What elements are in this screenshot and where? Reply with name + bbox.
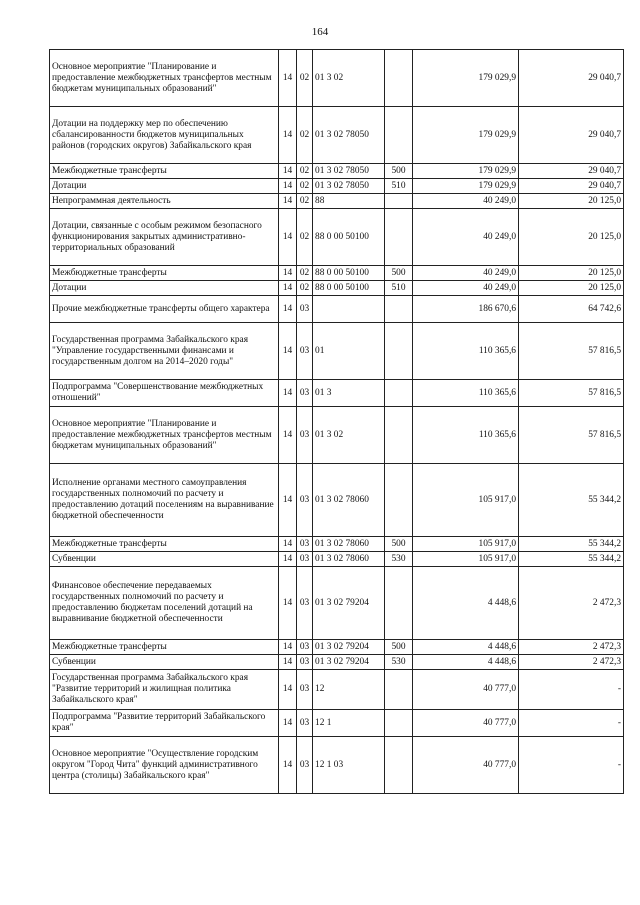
amount-planned: 105 917,0 xyxy=(413,552,519,567)
target-article-code: 12 xyxy=(313,670,385,710)
amount-planned: 40 249,0 xyxy=(413,209,519,266)
target-article-code: 01 3 02 78060 xyxy=(313,552,385,567)
table-row xyxy=(50,640,624,655)
amount-executed: 20 125,0 xyxy=(519,194,624,209)
item-name: Государственная программа Забайкальского края "Управление государственными финансами и государственным долгом на 2014–2020 годы" xyxy=(50,323,279,380)
subsection-code: 02 xyxy=(297,281,313,296)
section-code: 14 xyxy=(279,194,297,209)
table-row xyxy=(50,655,624,670)
table-row xyxy=(50,737,624,794)
amount-executed: 57 816,5 xyxy=(519,380,624,407)
section-code: 14 xyxy=(279,281,297,296)
target-article-code: 01 3 02 78050 xyxy=(313,179,385,194)
subsection-code: 03 xyxy=(297,407,313,464)
amount-executed: 57 816,5 xyxy=(519,323,624,380)
subsection-code: 03 xyxy=(297,670,313,710)
subsection-code: 02 xyxy=(297,194,313,209)
table-row xyxy=(50,380,624,407)
section-code: 14 xyxy=(279,380,297,407)
table-row xyxy=(50,670,624,710)
amount-planned: 4 448,6 xyxy=(413,655,519,670)
expense-type-code xyxy=(385,107,413,164)
item-name: Межбюджетные трансферты xyxy=(50,640,279,655)
target-article-code: 12 1 xyxy=(313,710,385,737)
expense-type-code: 500 xyxy=(385,640,413,655)
amount-executed: 2 472,3 xyxy=(519,567,624,640)
item-name: Субвенции xyxy=(50,552,279,567)
amount-planned: 179 029,9 xyxy=(413,164,519,179)
item-name: Дотации на поддержку мер по обеспечению сбалансированности бюджетов муниципальных районов (городских округов) Забайкальского края xyxy=(50,107,279,164)
amount-planned: 105 917,0 xyxy=(413,464,519,537)
item-name: Подпрограмма "Совершенствование межбюджетных отношений" xyxy=(50,380,279,407)
section-code: 14 xyxy=(279,737,297,794)
expense-type-code: 530 xyxy=(385,552,413,567)
target-article-code: 01 3 xyxy=(313,380,385,407)
subsection-code: 02 xyxy=(297,179,313,194)
expense-type-code xyxy=(385,567,413,640)
table-row xyxy=(50,323,624,380)
table-row xyxy=(50,296,624,323)
item-name: Дотации xyxy=(50,281,279,296)
amount-executed: - xyxy=(519,670,624,710)
target-article-code: 88 0 00 50100 xyxy=(313,281,385,296)
item-name: Основное мероприятие "Планирование и предоставление межбюджетных трансфертов местным бюджетам муниципальных образований" xyxy=(50,50,279,107)
subsection-code: 03 xyxy=(297,464,313,537)
subsection-code: 03 xyxy=(297,655,313,670)
table-row xyxy=(50,209,624,266)
amount-executed: 57 816,5 xyxy=(519,407,624,464)
target-article-code: 88 0 00 50100 xyxy=(313,209,385,266)
section-code: 14 xyxy=(279,655,297,670)
amount-planned: 179 029,9 xyxy=(413,107,519,164)
amount-planned: 40 249,0 xyxy=(413,194,519,209)
amount-planned: 179 029,9 xyxy=(413,179,519,194)
table-row xyxy=(50,464,624,537)
amount-executed: 20 125,0 xyxy=(519,266,624,281)
target-article-code: 01 3 02 xyxy=(313,407,385,464)
table-row xyxy=(50,164,624,179)
amount-planned: 110 365,6 xyxy=(413,407,519,464)
amount-planned: 40 777,0 xyxy=(413,670,519,710)
amount-executed: 29 040,7 xyxy=(519,179,624,194)
expense-type-code xyxy=(385,296,413,323)
expense-type-code xyxy=(385,194,413,209)
subsection-code: 03 xyxy=(297,640,313,655)
item-name: Основное мероприятие "Планирование и предоставление межбюджетных трансфертов местным бюджетам муниципальных образований" xyxy=(50,407,279,464)
item-name: Прочие межбюджетные трансферты общего характера xyxy=(50,296,279,323)
subsection-code: 02 xyxy=(297,209,313,266)
expense-type-code: 510 xyxy=(385,281,413,296)
expense-type-code xyxy=(385,380,413,407)
amount-planned: 40 777,0 xyxy=(413,710,519,737)
subsection-code: 03 xyxy=(297,737,313,794)
section-code: 14 xyxy=(279,670,297,710)
amount-planned: 4 448,6 xyxy=(413,567,519,640)
page-number: 164 xyxy=(311,26,329,38)
item-name: Подпрограмма "Развитие территорий Забайкальского края" xyxy=(50,710,279,737)
budget-table-body xyxy=(50,50,624,794)
section-code: 14 xyxy=(279,50,297,107)
item-name: Дотации xyxy=(50,179,279,194)
target-article-code: 88 0 00 50100 xyxy=(313,266,385,281)
table-row xyxy=(50,50,624,107)
item-name: Межбюджетные трансферты xyxy=(50,537,279,552)
amount-executed: 20 125,0 xyxy=(519,281,624,296)
target-article-code: 01 3 02 78050 xyxy=(313,107,385,164)
target-article-code: 01 3 02 78060 xyxy=(313,464,385,537)
expense-type-code: 500 xyxy=(385,164,413,179)
target-article-code: 01 3 02 79204 xyxy=(313,640,385,655)
section-code: 14 xyxy=(279,107,297,164)
expense-type-code xyxy=(385,737,413,794)
table-row xyxy=(50,194,624,209)
section-code: 14 xyxy=(279,296,297,323)
amount-planned: 4 448,6 xyxy=(413,640,519,655)
amount-executed: 64 742,6 xyxy=(519,296,624,323)
subsection-code: 02 xyxy=(297,164,313,179)
amount-planned: 110 365,6 xyxy=(413,380,519,407)
table-row xyxy=(50,107,624,164)
expense-type-code: 500 xyxy=(385,537,413,552)
section-code: 14 xyxy=(279,567,297,640)
target-article-code: 01 3 02 79204 xyxy=(313,655,385,670)
subsection-code: 03 xyxy=(297,323,313,380)
table-row xyxy=(50,710,624,737)
item-name: Межбюджетные трансферты xyxy=(50,164,279,179)
amount-executed: 2 472,3 xyxy=(519,655,624,670)
expense-type-code: 530 xyxy=(385,655,413,670)
target-article-code: 01 3 02 78050 xyxy=(313,164,385,179)
target-article-code: 01 3 02 xyxy=(313,50,385,107)
section-code: 14 xyxy=(279,323,297,380)
item-name: Исполнение органами местного самоуправления государственных полномочий по расчету и предоставлению дотаций поселениям на выравнивание бюджетной обеспеченности xyxy=(50,464,279,537)
amount-executed: 55 344,2 xyxy=(519,464,624,537)
amount-planned: 110 365,6 xyxy=(413,323,519,380)
subsection-code: 03 xyxy=(297,296,313,323)
expense-type-code: 510 xyxy=(385,179,413,194)
section-code: 14 xyxy=(279,209,297,266)
section-code: 14 xyxy=(279,640,297,655)
expense-type-code xyxy=(385,464,413,537)
amount-planned: 40 249,0 xyxy=(413,281,519,296)
expense-type-code xyxy=(385,407,413,464)
amount-executed: 20 125,0 xyxy=(519,209,624,266)
table-row xyxy=(50,407,624,464)
section-code: 14 xyxy=(279,407,297,464)
subsection-code: 03 xyxy=(297,552,313,567)
amount-executed: 29 040,7 xyxy=(519,107,624,164)
subsection-code: 03 xyxy=(297,537,313,552)
table-row xyxy=(50,281,624,296)
table-row xyxy=(50,537,624,552)
section-code: 14 xyxy=(279,552,297,567)
amount-executed: 29 040,7 xyxy=(519,164,624,179)
table-row xyxy=(50,179,624,194)
amount-executed: 55 344,2 xyxy=(519,552,624,567)
expense-type-code xyxy=(385,323,413,380)
subsection-code: 03 xyxy=(297,567,313,640)
table-row xyxy=(50,552,624,567)
item-name: Непрограммная деятельность xyxy=(50,194,279,209)
item-name: Межбюджетные трансферты xyxy=(50,266,279,281)
amount-executed: 55 344,2 xyxy=(519,537,624,552)
amount-planned: 40 249,0 xyxy=(413,266,519,281)
target-article-code: 12 1 03 xyxy=(313,737,385,794)
expense-type-code: 500 xyxy=(385,266,413,281)
budget-table xyxy=(49,49,624,794)
table-row xyxy=(50,567,624,640)
section-code: 14 xyxy=(279,266,297,281)
amount-executed: 29 040,7 xyxy=(519,50,624,107)
target-article-code: 01 3 02 78060 xyxy=(313,537,385,552)
item-name: Субвенции xyxy=(50,655,279,670)
subsection-code: 03 xyxy=(297,710,313,737)
table-row xyxy=(50,266,624,281)
section-code: 14 xyxy=(279,164,297,179)
subsection-code: 02 xyxy=(297,266,313,281)
item-name: Дотации, связанные с особым режимом безопасного функционирования закрытых административно-территориальных образований xyxy=(50,209,279,266)
expense-type-code xyxy=(385,209,413,266)
expense-type-code xyxy=(385,710,413,737)
subsection-code: 03 xyxy=(297,380,313,407)
subsection-code: 02 xyxy=(297,107,313,164)
item-name: Финансовое обеспечение передаваемых государственных полномочий по расчету и предоставлению бюджетам поселений дотаций на выравнивание бюджетной обеспеченности xyxy=(50,567,279,640)
target-article-code: 01 3 02 79204 xyxy=(313,567,385,640)
amount-executed: - xyxy=(519,737,624,794)
expense-type-code xyxy=(385,670,413,710)
section-code: 14 xyxy=(279,464,297,537)
target-article-code: 88 xyxy=(313,194,385,209)
section-code: 14 xyxy=(279,179,297,194)
amount-planned: 186 670,6 xyxy=(413,296,519,323)
section-code: 14 xyxy=(279,710,297,737)
amount-executed: - xyxy=(519,710,624,737)
item-name: Государственная программа Забайкальского края "Развитие территорий и жилищная политика Забайкальского края" xyxy=(50,670,279,710)
target-article-code: 01 xyxy=(313,323,385,380)
amount-planned: 179 029,9 xyxy=(413,50,519,107)
section-code: 14 xyxy=(279,537,297,552)
amount-executed: 2 472,3 xyxy=(519,640,624,655)
amount-planned: 105 917,0 xyxy=(413,537,519,552)
item-name: Основное мероприятие "Осуществление городским округом "Город Чита" функций административного центра (столицы) Забайкальского края" xyxy=(50,737,279,794)
target-article-code xyxy=(313,296,385,323)
amount-planned: 40 777,0 xyxy=(413,737,519,794)
subsection-code: 02 xyxy=(297,50,313,107)
expense-type-code xyxy=(385,50,413,107)
